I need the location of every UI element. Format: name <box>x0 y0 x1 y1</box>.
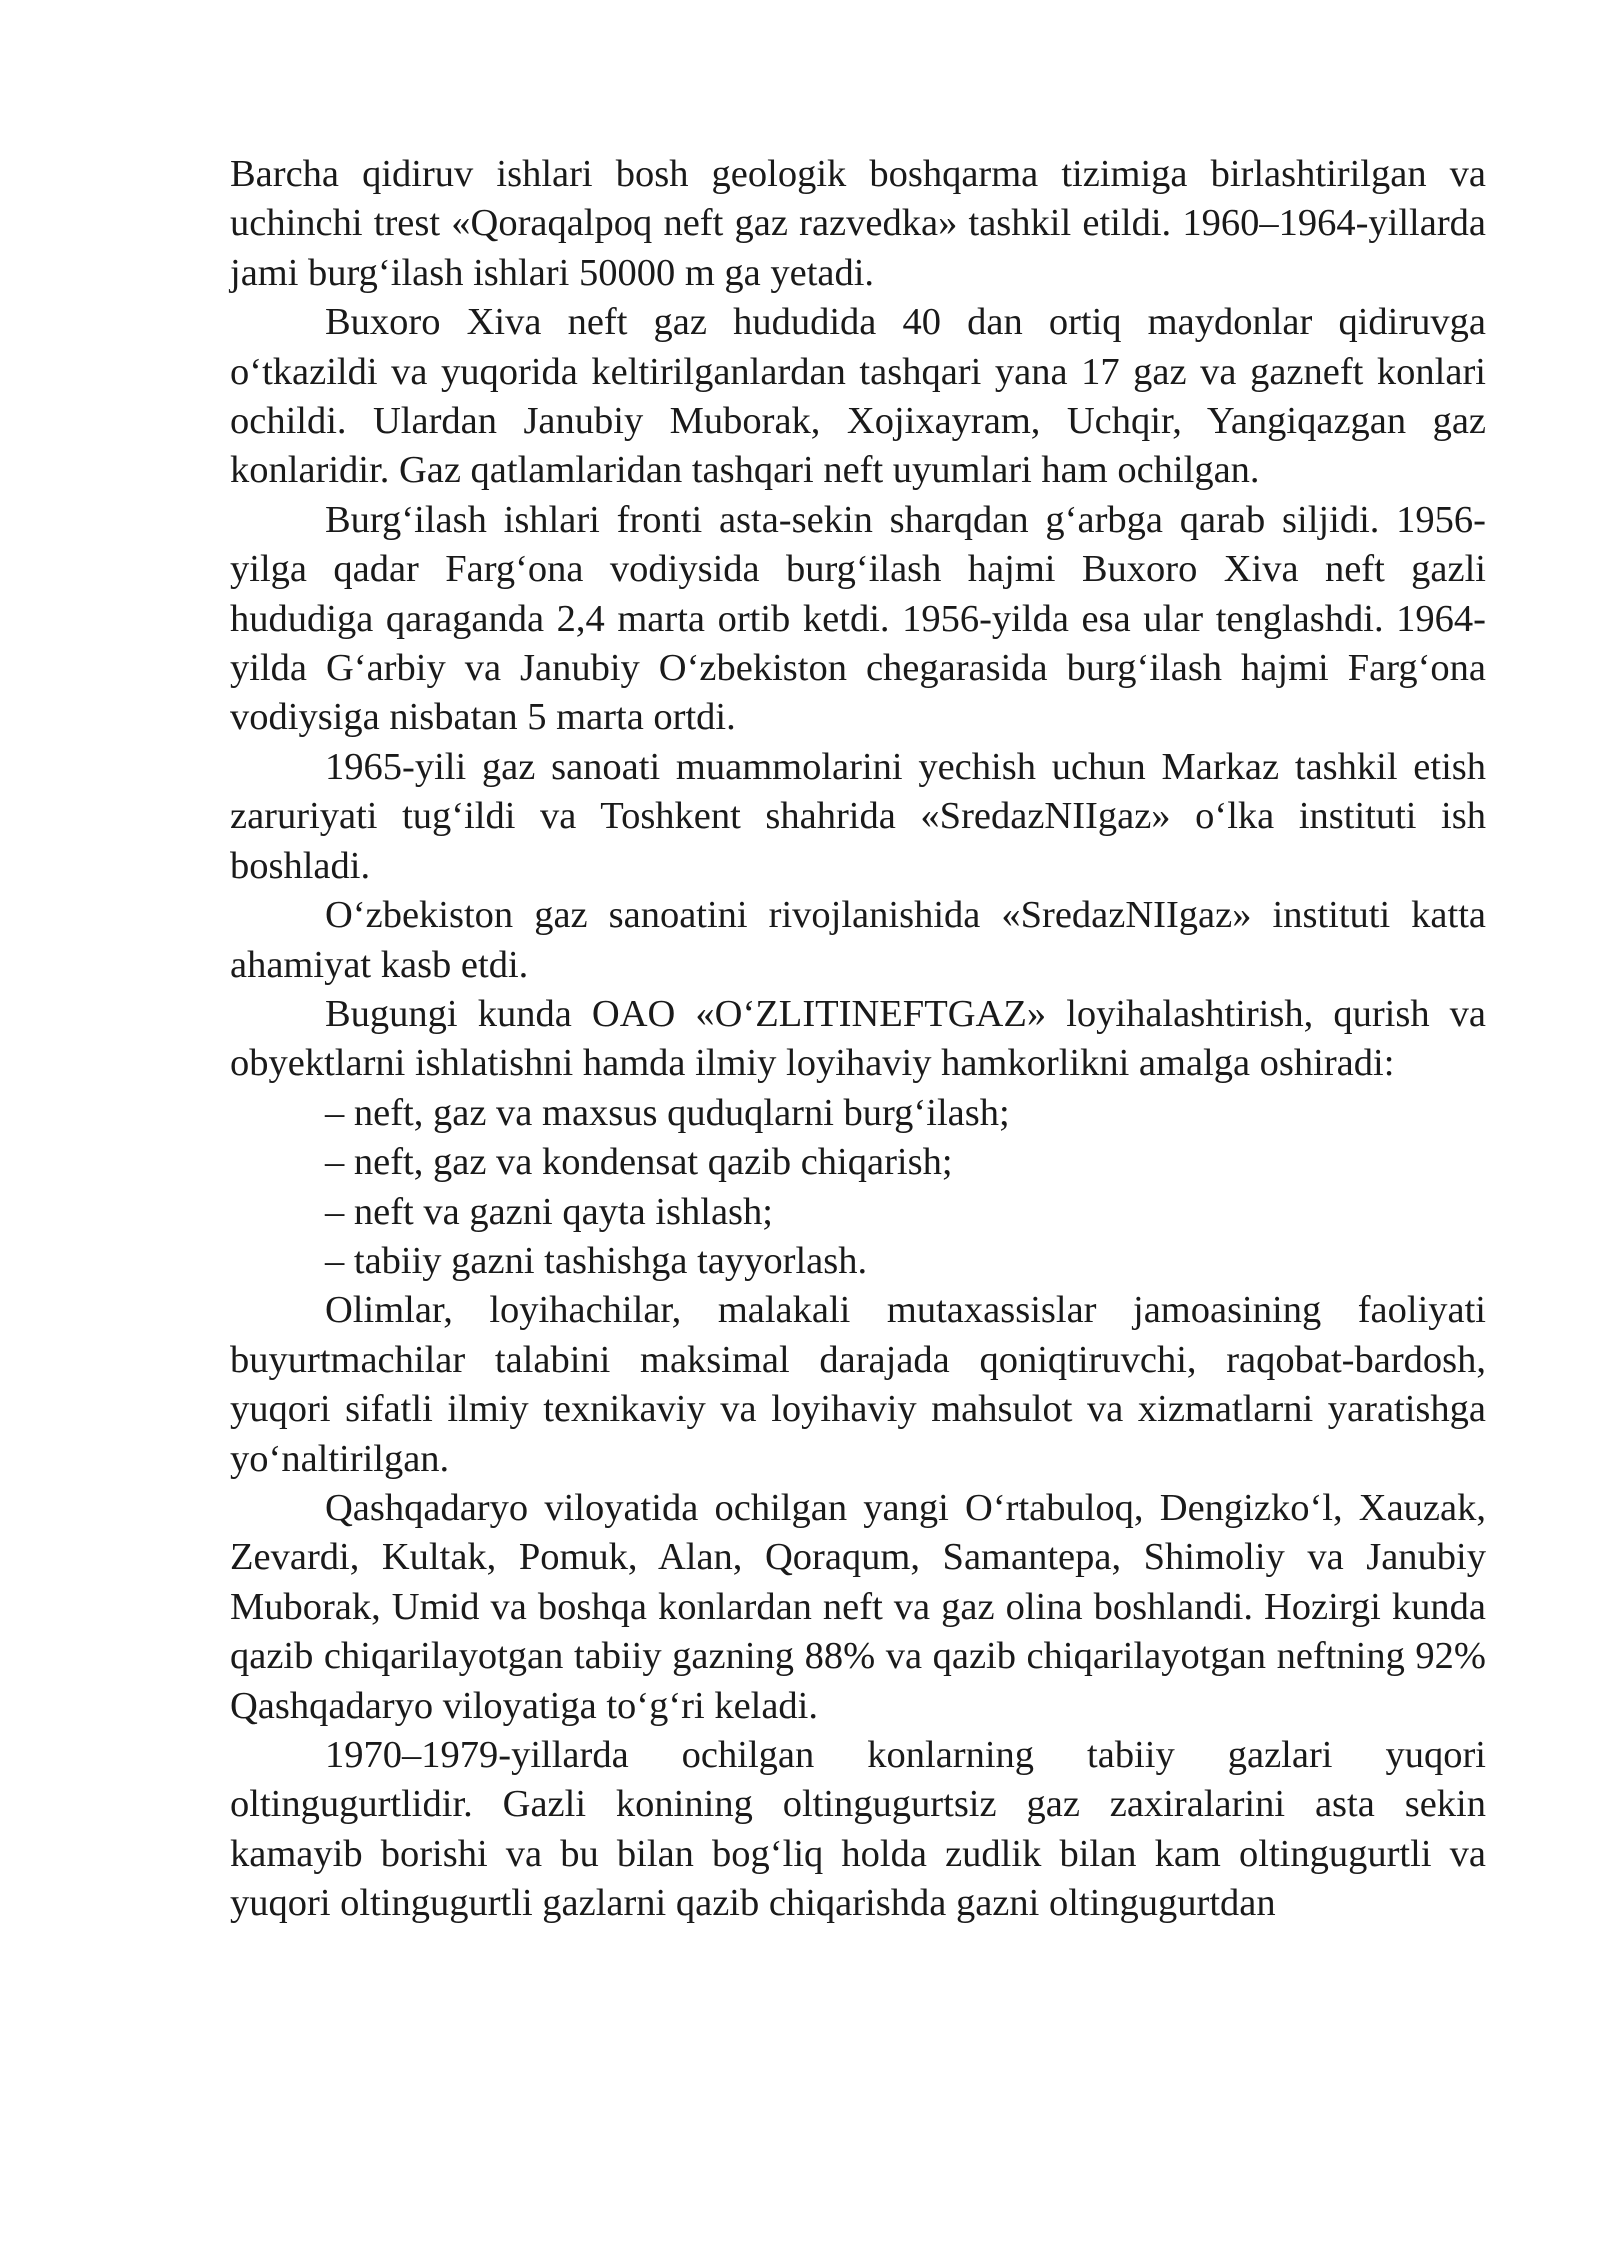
list-item: – neft, gaz va kondensat qazib chiqarish; <box>325 1141 953 1184</box>
paragraph-2: Buxoro Xiva neft gaz hududida 40 dan ortiq maydonlar qidiruvga o‘tkazildi va yuqorida keltirilganlardan tashqari yana 17 gaz va gazneft konlari ochildi. Ulardan Janubiy Muborak, Xojixayram, Uchqir, Yangiqazgan gaz konlaridir. Gaz qatlamlaridan tashqari neft uyumlari ham ochilgan. <box>230 301 1486 492</box>
paragraph-3: Burg‘ilash ishlari fronti asta-sekin sharqdan g‘arbga qarab siljidi. 1956-yilga qadar Farg‘ona vodiysida burg‘ilash hajmi Buxoro Xiva neft gazli hududiga qaraganda 2,4 marta ortib ketdi. 1956-yilda esa ular tenglashdi. 1964-yilda G‘arbiy va Janubiy O‘zbekiston chegarasida burg‘ilash hajmi Farg‘ona vodiysiga nisbatan 5 marta ortdi. <box>230 498 1486 739</box>
paragraph-4: 1965-yili gaz sanoati muammolarini yechish uchun Markaz tashkil etish zaruriyati tug‘ildi va Toshkent shahrida «SredazNIIgaz» o‘lka instituti ish boshladi. <box>230 745 1486 887</box>
paragraph-1: Barcha qidiruv ishlari bosh geologik boshqarma tizimiga birlashtirilgan va uchinchi trest «Qoraqalpoq neft gaz razvedka» tashkil etildi. 1960–1964-yillarda jami burg‘ilash ishlari 50000 m ga yetadi. <box>230 153 1486 294</box>
paragraph-5: O‘zbekiston gaz sanoatini rivojlanishida «SredazNIIgaz» instituti katta ahamiyat kasb etdi. <box>230 894 1486 986</box>
list-item: – neft va gazni qayta ishlash; <box>325 1190 773 1233</box>
document-page <box>230 150 1486 1929</box>
paragraph-7: Olimlar, loyihachilar, malakali mutaxassislar jamoasining faoliyati buyurtmachilar talabini maksimal darajada qoniqtiruvchi, raqobat-bardosh, yuqori sifatli ilmiy texnikaviy va loyihaviy mahsulot va xizmatlarni yaratishga yo‘naltirilgan. <box>230 1289 1486 1480</box>
paragraph-6: Bugungi kunda OAO «O‘ZLITINEFTGAZ» loyihalashtirish, qurish va obyektlarni ishlatishni hamda ilmiy loyihaviy hamkorlikni amalga oshiradi: <box>230 992 1486 1085</box>
list-item: – neft, gaz va maxsus quduqlarni burg‘ilash; <box>325 1091 1010 1134</box>
paragraph-8: Qashqadaryo viloyatida ochilgan yangi O‘rtabuloq, Dengizko‘l, Xauzak, Zevardi, Kultak, Pomuk, Alan, Qoraqum, Samantepa, Shimoliy va Janubiy Muborak, Umid va boshqa konlardan neft va gaz olina boshlandi. Hozirgi kunda qazib chiqarilayotgan tabiiy gazning 88% va qazib chiqarilayotgan neftning 92% Qashqadaryo viloyatiga to‘g‘ri keladi. <box>230 1486 1486 1727</box>
paragraph-9: 1970–1979-yillarda ochilgan konlarning tabiiy gazlari yuqori oltingugurtlidir. Gazli konining oltingugurtsiz gaz zaxiralarini asta sekin kamayib borishi va bu bilan bog‘liq holda zudlik bilan kam oltingugurtli va yuqori oltingugurtli gazlarni qazib chiqarishda gazni oltingugurtdan <box>230 1734 1486 1925</box>
activity-list <box>230 1089 1486 1287</box>
list-item: – tabiiy gazni tashishga tayyorlash. <box>325 1239 868 1282</box>
